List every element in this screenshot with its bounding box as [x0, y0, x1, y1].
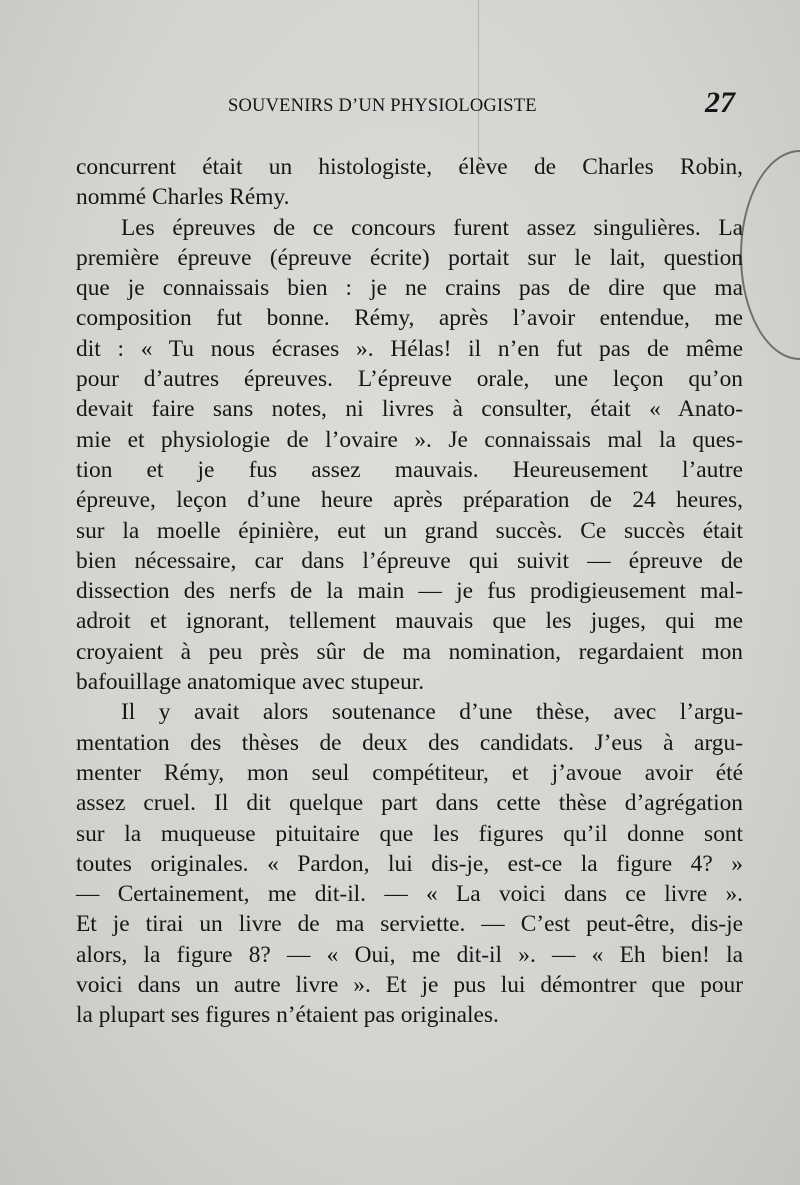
page-number: 27	[705, 86, 735, 119]
text-line: mie et physiologie de l’ovaire ». Je connaissais mal la ques-	[76, 426, 743, 453]
text-line: composition fut bonne. Rémy, après l’avoir entendue, me	[76, 305, 743, 332]
text-line: tion et je fus assez mauvais. Heureusement l’autre	[76, 456, 743, 483]
text-line: pour d’autres épreuves. L’épreuve orale, une leçon qu’on	[76, 366, 743, 393]
text-line: alors, la figure 8? — « Oui, me dit-il ». — « Eh bien! la	[76, 941, 743, 968]
text-line: dit : « Tu nous écrases ». Hélas! il n’en fut pas de même	[76, 335, 743, 362]
running-header: SOUVENIRS D’UN PHYSIOLOGISTE	[228, 96, 537, 116]
text-line: — Certainement, me dit-il. — « La voici dans ce livre ».	[76, 881, 743, 908]
text-line: épreuve, leçon d’une heure après préparation de 24 heures,	[76, 487, 743, 514]
text-line: première épreuve (épreuve écrite) portait sur le lait, question	[76, 244, 743, 271]
text-line: assez cruel. Il dit quelque part dans cette thèse d’agrégation	[76, 790, 743, 817]
library-stamp	[740, 150, 800, 360]
text-line: adroit et ignorant, tellement mauvais que les juges, qui me	[76, 608, 743, 635]
text-line: mentation des thèses de deux des candidats. J’eus à argu-	[76, 729, 743, 756]
paragraph-start-line: Les épreuves de ce concours furent assez singulières. La	[121, 214, 743, 241]
text-line: Et je tirai un livre de ma serviette. — C’est peut-être, dis-je	[76, 911, 743, 938]
text-line: menter Rémy, mon seul compétiteur, et j’avoue avoir été	[76, 759, 743, 786]
text-line: nommé Charles Rémy.	[76, 184, 290, 211]
text-line: que je connaissais bien : je ne crains pas de dire que ma	[76, 275, 743, 302]
text-line: voici dans un autre livre ». Et je pus lui démontrer que pour	[76, 972, 743, 999]
text-line: sur la moelle épinière, eut un grand succès. Ce succès était	[76, 517, 743, 544]
text-line: dissection des nerfs de la main — je fus prodigieusement mal-	[76, 578, 743, 605]
text-line: bien nécessaire, car dans l’épreuve qui suivit — épreuve de	[76, 547, 743, 574]
text-line: sur la muqueuse pituitaire que les figures qu’il donne sont	[76, 820, 743, 847]
text-line: devait faire sans notes, ni livres à consulter, était « Anato-	[76, 396, 743, 423]
text-line: bafouillage anatomique avec stupeur.	[76, 669, 425, 696]
text-line: la plupart ses figures n’étaient pas originales.	[76, 1002, 499, 1029]
text-line: toutes originales. « Pardon, lui dis-je, est-ce la figure 4? »	[76, 850, 743, 877]
text-line: croyaient à peu près sûr de ma nomination, regardaient mon	[76, 638, 743, 665]
body-text	[76, 152, 743, 1031]
text-line: concurrent était un histologiste, élève de Charles Robin,	[76, 154, 743, 180]
page-fold-line	[478, 0, 479, 175]
paragraph-start-line: Il y avait alors soutenance d’une thèse, avec l’argu-	[121, 699, 743, 726]
